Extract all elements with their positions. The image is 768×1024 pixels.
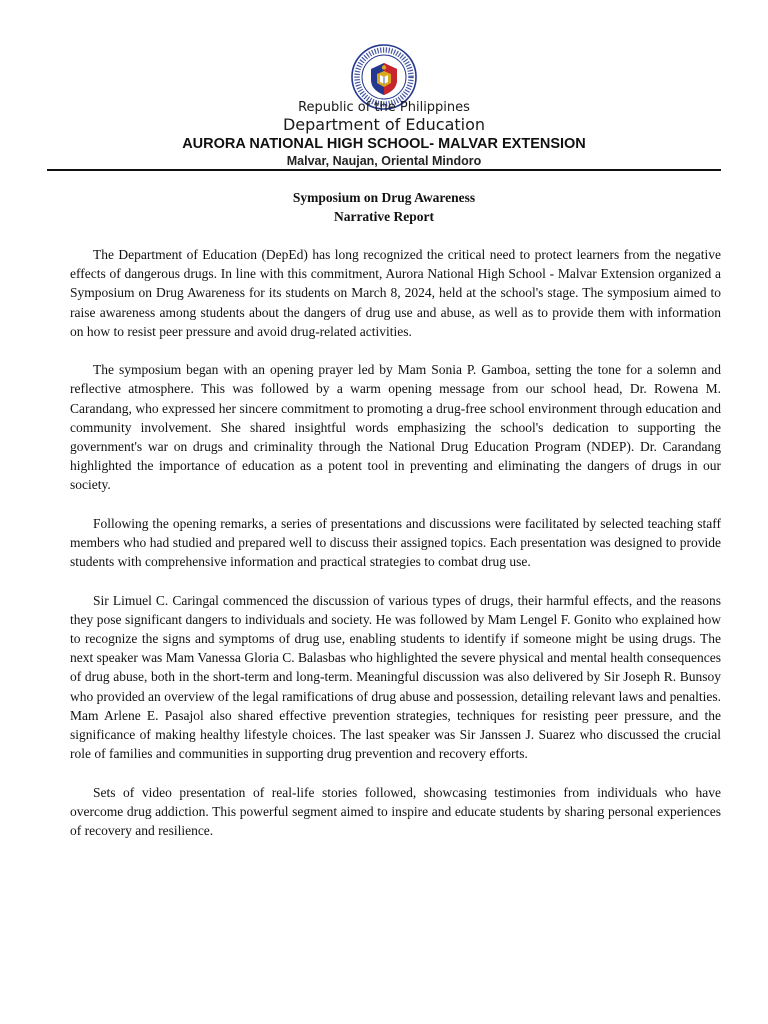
report-subtitle: Narrative Report (333, 209, 435, 224)
school-name: AURORA NATIONAL HIGH SCHOOL- MALVAR EXTENSION (182, 136, 586, 152)
report-titles (0, 188, 768, 226)
department-line: Department of Education (282, 115, 486, 134)
header-divider (47, 169, 721, 171)
report-title: Symposium on Drug Awareness (292, 190, 476, 205)
school-address: Malvar, Naujan, Oriental Mindoro (286, 154, 482, 168)
paragraph-4: Sir Limuel C. Caringal commenced the discussion of various types of drugs, their harmful effects, and the reasons they pose significant dangers to individuals and society. He was followed by Mam Lengel F. Gonito who explained how to recognize the signs and symptoms of drug use, enabling students to identify if someone might be using drugs. The next speaker was Mam Vanessa Gloria C. Balasbas who highlighted the severe physical and mental health consequences of drug abuse, both in the short-term and long-term. Meaningful discussion was also delivered by Sir Joseph R. Bunsoy who provided an overview of the legal ramifications of drug abuse and possession, detailing relevant laws and penalties. Mam Arlene E. Pasajol also shared effective prevention strategies, techniques for resisting peer pressure, and the significance of making healthy lifestyle choices. The last speaker was Sir Janssen J. Suarez who discussed the crucial role of families and communities in supporting drug prevention and recovery efforts. (70, 592, 721, 762)
republic-line: Republic of the Philippines (298, 100, 470, 115)
report-body (70, 245, 721, 859)
paragraph-3: Following the opening remarks, a series of presentations and discussions were facilitated by selected teaching staff members who had studied and prepared well to discuss their assigned topics. Each presentation was designed to provide students with comprehensive information and practical strategies to combat drug use. (70, 515, 721, 570)
paragraph-2: The symposium began with an opening prayer led by Mam Sonia P. Gamboa, setting the tone for a solemn and reflective atmosphere. This was followed by a warm opening message from our school head, Dr. Rowena M. Carandang, who expressed her sincere commitment to promoting a drug-free school environment through education and community involvement. She shared insightful words emphasizing the school's dedication to supporting the government's war on drugs and criminality through the National Drug Education Program (NDEP). Dr. Carandang highlighted the importance of education as a potent tool in preventing and eliminating the dangers of drugs in our society. (70, 362, 721, 493)
paragraph-1: The Department of Education (DepEd) has long recognized the critical need to protect learners from the negative effects of dangerous drugs. In line with this commitment, Aurora National High School - Malvar Extension organized a Symposium on Drug Awareness for its students on March 8, 2024, held at the school's stage. The symposium aimed to raise awareness among students about the dangers of drug use and abuse, as well as to provide them with information on how to resist peer pressure and avoid drug-related activities. (70, 247, 721, 339)
paragraph-5: Sets of video presentation of real-life stories followed, showcasing testimonies from individuals who have overcome drug addiction. This powerful segment aimed to inspire and educate students by sharing personal experiences of recovery and resilience. (70, 784, 721, 839)
letterhead (0, 100, 768, 169)
